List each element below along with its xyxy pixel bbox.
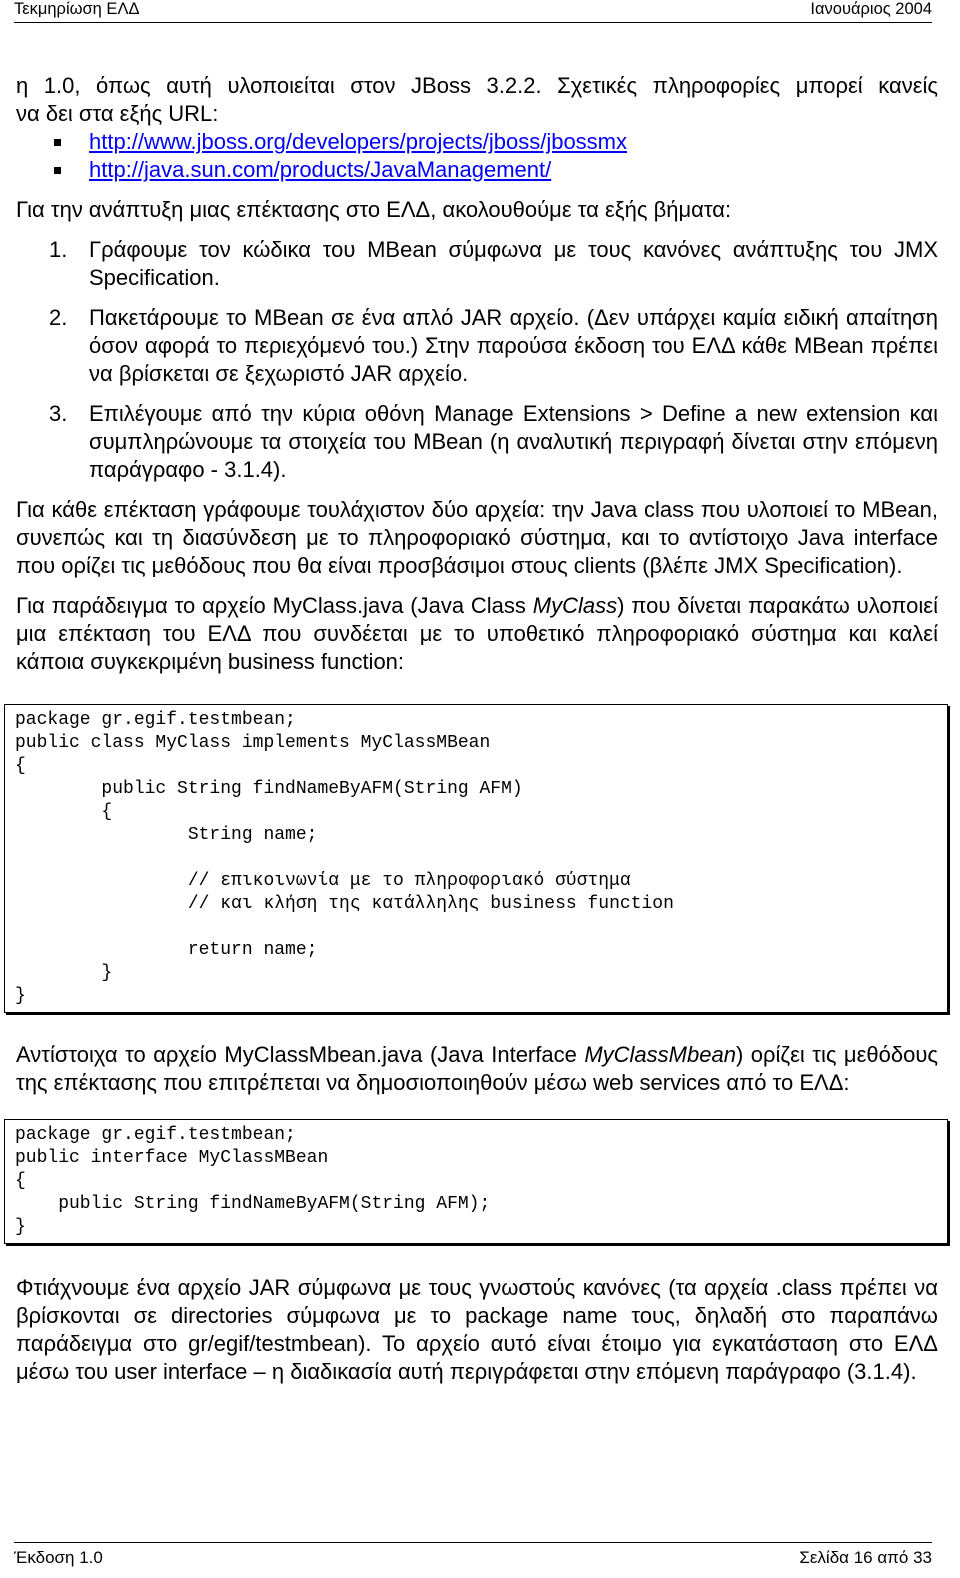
- code-block-myclass: [4, 704, 948, 1013]
- text-segment: Για παράδειγμα το αρχείο MyClass.java (Java Class: [16, 593, 533, 618]
- intro-line-2: να δει στα εξής URL:: [16, 101, 219, 126]
- interface-name: MyClassMbean: [584, 1042, 736, 1067]
- step-text: Πακετάρουμε το MBean σε ένα απλό JAR αρχείο. (Δεν υπάρχει καμία ειδική απαίτηση όσον αφορά το περιεχόμενό του.) Στην παρούσα έκδοση του ΕΛΔ κάθε MBean πρέπει να βρίσκεται σε ξεχωριστό JAR αρχείο.: [89, 305, 938, 386]
- bullet-square-icon: [54, 139, 61, 146]
- url-list-item: [16, 128, 938, 156]
- footer-page-number: Σελίδα 16 από 33: [799, 1548, 932, 1567]
- code-line: }: [15, 1217, 26, 1237]
- page-content: [16, 72, 938, 1386]
- step-text: Επιλέγουμε από την κύρια οθόνη Manage Extensions > Define a new extension και συμπληρώνουμε τα στοιχεία του MBean (η αναλυτική περιγραφή δίνεται στην επόμενη παράγραφο - 3.1.4).: [89, 401, 938, 482]
- step-number: 1.: [49, 237, 68, 262]
- steps-list: [16, 236, 938, 484]
- java-management-link[interactable]: http://java.sun.com/products/JavaManagement/: [89, 157, 552, 182]
- code-line: [15, 916, 937, 939]
- page-header: [14, 0, 932, 23]
- code-line: package gr.egif.testmbean;: [15, 710, 296, 730]
- url-list: [16, 128, 938, 184]
- code-line: {: [15, 756, 26, 776]
- code-line: {: [15, 1171, 26, 1191]
- code-line: }: [15, 986, 26, 1006]
- code-block-myclassmbean: [4, 1119, 948, 1244]
- page-footer: [14, 1542, 932, 1573]
- text-segment: ) που δίνεται παρακάτω υλοποιεί μια επέκταση του ΕΛΔ που συνδέεται με το υποθετικό πληροφοριακό σύστημα και καλεί κάποια συγκεκριμένη business function:: [16, 593, 938, 674]
- header-doc-title: Τεκμηρίωση ΕΛΔ: [14, 0, 140, 18]
- code-line: return name;: [15, 940, 318, 960]
- footer-version: Έκδοση 1.0: [14, 1548, 103, 1567]
- code-line: public interface MyClassMBean: [15, 1148, 329, 1168]
- paragraph-jar: Φτιάχνουμε ένα αρχείο JAR σύμφωνα με τους γνωστούς κανόνες (τα αρχεία .class πρέπει να βρίσκονται σε directories σύμφωνα με το package name τους, δηλαδή στο παραπάνω παράδειγμα στο gr/egif/testmbean). Το αρχείο αυτό είναι έτοιμο για εγκατάσταση στο ΕΛΔ μέσω του user interface – η διαδικασία αυτή περιγράφεται στην επόμενη παράγραφο (3.1.4).: [16, 1275, 938, 1384]
- code-line: }: [15, 963, 113, 983]
- code-line: [15, 847, 937, 870]
- code-line: public String findNameByAFM(String AFM);: [15, 1194, 491, 1214]
- text-segment: ) ορίζει τις μεθόδους της επέκτασης που επιτρέπεται να δημοσιοποιηθούν μέσω web services από το ΕΛΔ:: [16, 1042, 938, 1095]
- class-name: MyClass: [532, 593, 618, 618]
- url-list-item: [16, 156, 938, 184]
- paragraph-files: Για κάθε επέκταση γράφουμε τουλάχιστον δύο αρχεία: την Java class που υλοποιεί το MBean, συνεπώς και τη διασύνδεση με το πληροφοριακό σύστημα, και το αντίστοιχο Java interface που ορίζει τις μεθόδους που θα είναι προσβάσιμοι στους clients (βλέπε JMX Specification).: [16, 497, 938, 578]
- step-text: Γράφουμε τον κώδικα του MBean σύμφωνα με τους κανόνες ανάπτυξης του JMX Specification.: [89, 237, 938, 290]
- code-line: String name;: [15, 825, 318, 845]
- text-segment: Αντίστοιχα το αρχείο MyClassMbean.java (Java Interface: [16, 1042, 585, 1067]
- code-line: public String findNameByAFM(String AFM): [15, 779, 523, 799]
- code-line: public class MyClass implements MyClassMBean: [15, 733, 491, 753]
- intro-line-1: η 1.0, όπως αυτή υλοποιείται στον JBoss 3.2.2. Σχετικές πληροφορίες μπορεί κανείς: [16, 73, 938, 98]
- code-line: package gr.egif.testmbean;: [15, 1125, 296, 1145]
- step-item: [16, 304, 938, 388]
- steps-intro: Για την ανάπτυξη μιας επέκτασης στο ΕΛΔ, ακολουθούμε τα εξής βήματα:: [16, 197, 732, 222]
- header-date: Ιανουάριος 2004: [810, 0, 932, 18]
- code-line: // και κλήση της κατάλληλης business function: [15, 894, 674, 914]
- bullet-square-icon: [54, 167, 61, 174]
- step-item: [16, 236, 938, 292]
- code-line: // επικοινωνία με το πληροφοριακό σύστημα: [15, 871, 631, 891]
- paragraph-interface-example: [16, 1041, 938, 1097]
- step-item: [16, 400, 938, 484]
- paragraph-class-example: [16, 592, 938, 676]
- step-number: 3.: [49, 401, 68, 426]
- code-line: {: [15, 802, 113, 822]
- jboss-link[interactable]: http://www.jboss.org/developers/projects/jboss/jbossmx: [89, 129, 628, 154]
- step-number: 2.: [49, 305, 68, 330]
